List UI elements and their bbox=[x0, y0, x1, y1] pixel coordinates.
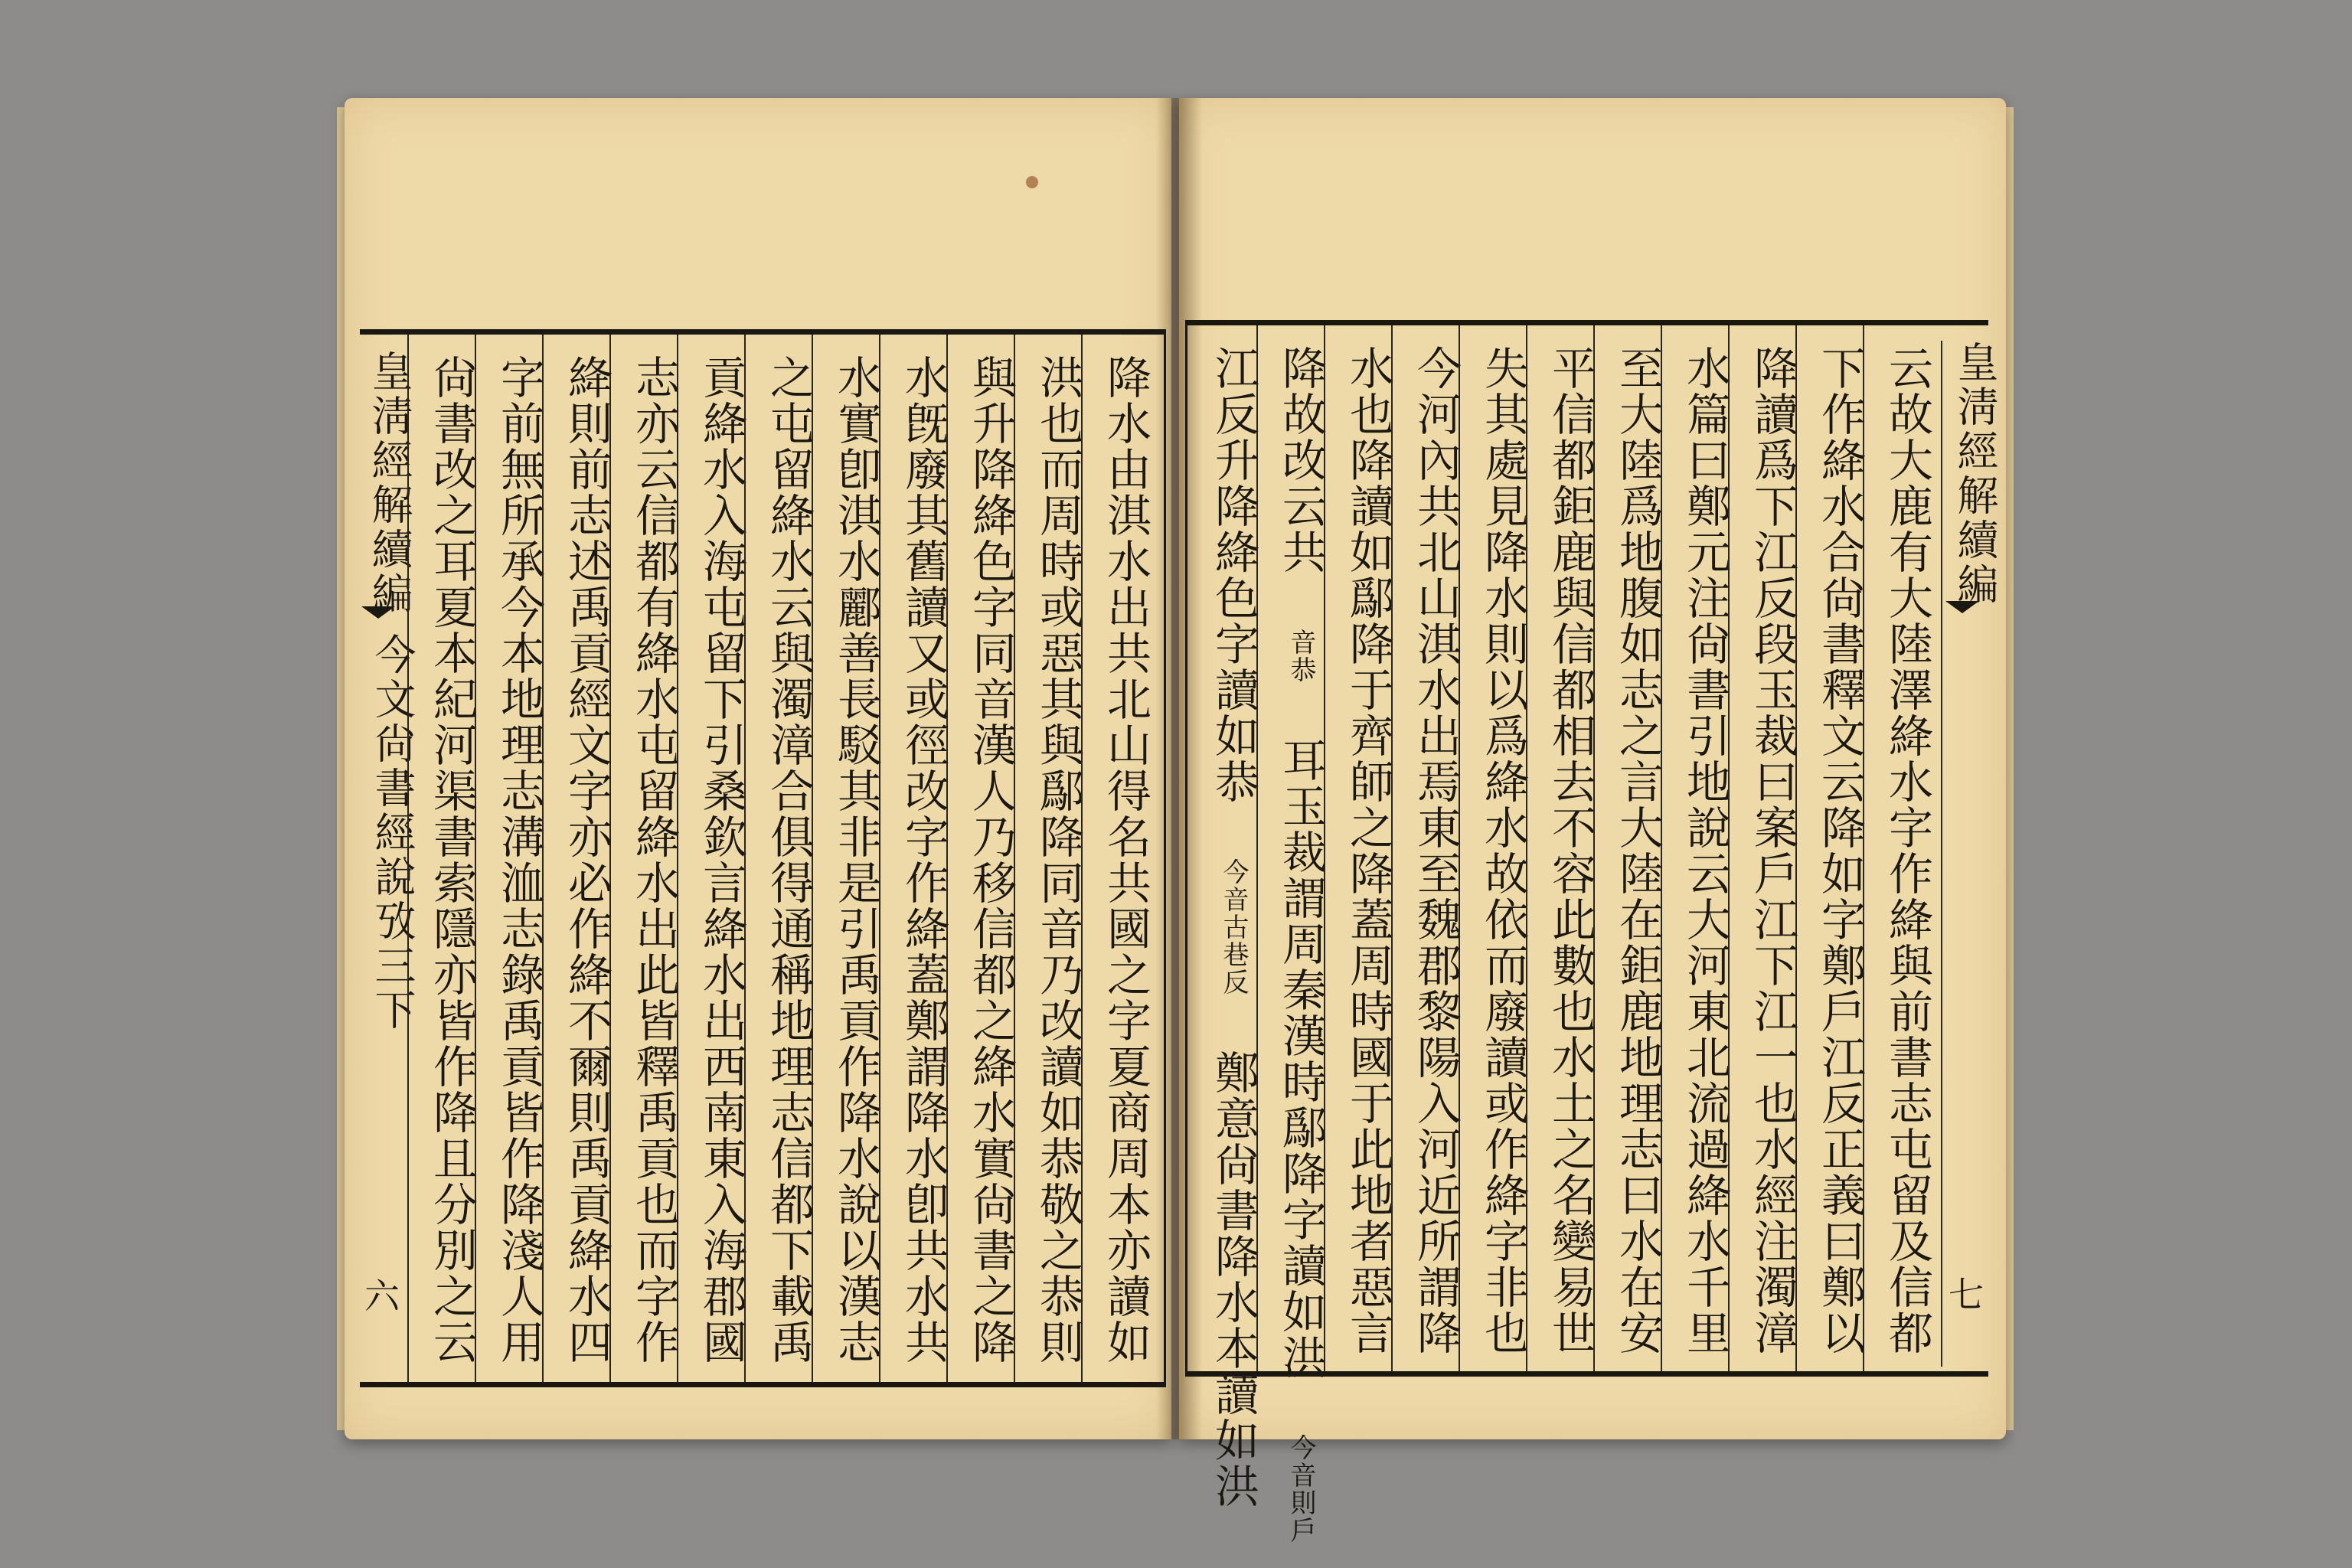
text-column: 失其處見降水則以爲絳水故依而廢讀或作絳字非也 bbox=[1459, 325, 1526, 1371]
banxin-title-right: 皇淸經解續編 bbox=[1941, 341, 2004, 1367]
text-column: 水旣廢其舊讀又或徑改字作絳蓋鄭謂降水卽共水共 bbox=[879, 335, 946, 1382]
text-column: 下作絳水合尙書釋文云降如字鄭戶江反正義曰鄭以 bbox=[1795, 325, 1863, 1371]
text-column: 今河內共北山淇水出焉東至魏郡黎陽入河近所謂降 bbox=[1391, 325, 1459, 1371]
left-text-frame bbox=[360, 329, 1166, 1387]
text-column: 云故大鹿有大陸澤絳水字作絳與前書志屯留及信都 bbox=[1863, 325, 1930, 1371]
fishtail-mark-left bbox=[361, 606, 395, 619]
column-text: 降故改云共 bbox=[1275, 345, 1327, 575]
right-text-frame bbox=[1185, 320, 1999, 1544]
text-column: 至大陸爲地腹如志之言大陸在鉅鹿地理志曰水在安 bbox=[1593, 325, 1661, 1371]
text-column: 降水由淇水出共北山得名共國之字夏商周本亦讀如 bbox=[1081, 335, 1148, 1382]
text-column: 字前無所承今本地理志溝洫志錄禹貢皆作降淺人用 bbox=[475, 335, 542, 1382]
folio-left: 六 bbox=[364, 1276, 400, 1317]
column-text: 耳玉裁謂周秦漢時鄬降字讀如洪 bbox=[1275, 737, 1327, 1380]
text-column: 降讀爲下江反段玉裁曰案戶江下江一也水經注濁漳 bbox=[1728, 325, 1795, 1371]
banxin-subtitle-left: 今文尙書經說攷三下 bbox=[368, 633, 416, 1033]
text-column: 絳則前志述禹貢經文字亦必作絳不爾則禹貢絳水四 bbox=[542, 335, 609, 1382]
text-column: 之屯留絳水云與濁漳合俱得通稱地理志信都下載禹 bbox=[744, 335, 812, 1382]
text-column: 水也降讀如鄬降于齊師之降蓋周時國于此地者惡言 bbox=[1324, 325, 1391, 1371]
folio-right: 七 bbox=[1949, 1274, 1984, 1315]
text-column: 志亦云信都有絳水屯留絳水出此皆釋禹貢也而字作 bbox=[609, 335, 677, 1382]
text-column: 平信都鉅鹿與信都相去不容此數也水土之名變易世 bbox=[1526, 325, 1593, 1371]
banxin-title-left: 皇淸經解續編 bbox=[365, 350, 413, 616]
column-text: 鄭意尙書降水本讀如洪 bbox=[1207, 1050, 1259, 1509]
text-column: 水篇曰鄭元注尙書引地說云大河東北流過絳水千里 bbox=[1661, 325, 1728, 1371]
text-column bbox=[1187, 325, 1259, 1509]
ink-spot bbox=[1026, 176, 1038, 188]
text-column: 水實卽淇水酈善長駁其非是引禹貢作降水說以漢志 bbox=[812, 335, 879, 1382]
column-text: 江反升降絳色字讀如恭 bbox=[1207, 345, 1259, 805]
text-column: 與升降絳色字同音漢人乃移信都之絳水實尙書之降 bbox=[946, 335, 1014, 1382]
text-column: 尙書改之耳夏本紀河渠書索隱亦皆作降且分別之云 bbox=[407, 335, 475, 1382]
interlinear-note: 今音則戶 bbox=[1285, 1434, 1316, 1544]
interlinear-note: 音恭 bbox=[1285, 629, 1316, 684]
text-column bbox=[1256, 325, 1327, 1544]
interlinear-note: 今音古巷反 bbox=[1218, 858, 1249, 996]
text-column: 貢絳水入海屯留下引桑欽言絳水出西南東入海郡國 bbox=[677, 335, 744, 1382]
fishtail-mark-right bbox=[1945, 601, 1979, 613]
text-column: 洪也而周時或惡其與鄬降同音乃改讀如恭敬之恭則 bbox=[1014, 335, 1081, 1382]
